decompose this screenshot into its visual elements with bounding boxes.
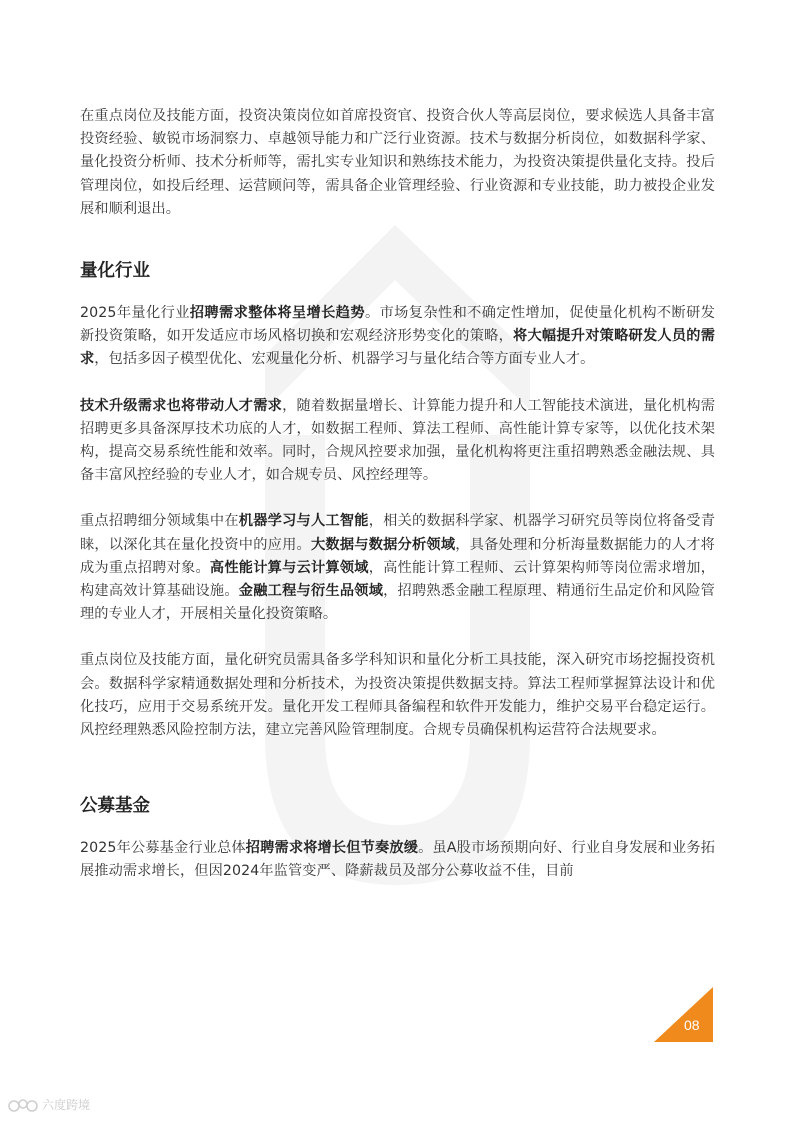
- paragraph-quant-demand: 2025年量化行业招聘需求整体将呈增长趋势。市场复杂性和不确定性增加，促使量化机构不断研发新投资策略，如开发适应市场风格切换和宏观经济形势变化的策略，将大幅提升对策略研发人员的需求，包括多因子模型优化、宏观量化分析、机器学习与量化结合等方面专业人才。: [80, 305, 716, 368]
- paragraph-investment-roles: 在重点岗位及技能方面，投资决策岗位如首席投资官、投资合伙人等高层岗位，要求候选人具备丰富投资经验、敏锐市场洞察力、卓越领导能力和广泛行业资源。技术与数据分析岗位，如数据科学家、量化投资分析师、技术分析师等，需扎实专业知识和熟练技术能力，为投资决策提供量化支持。投后管理岗位，如投后经理、运营顾问等，需具备企业管理经验、行业资源和专业技能，助力被投企业发展和顺利退出。: [80, 108, 715, 217]
- section-heading-quant: 量化行业: [80, 261, 150, 282]
- section-heading-mutual-fund: 公募基金: [80, 796, 150, 817]
- paragraph-key-fields: 重点招聘细分领域集中在机器学习与人工智能，相关的数据科学家、机器学习研究员等岗位将备受青睐，以深化其在量化投资中的应用。大数据与数据分析领域，具备处理和分析海量数据能力的人才将成为重点招聘对象。高性能计算与云计算领域，高性能计算工程师、云计算架构师等岗位需求增加，构建高效计算基础设施。金融工程与衍生品领域，招聘熟悉金融工程原理、精通衍生品定价和风险管理的专业人才，开展相关量化投资策略。: [80, 513, 716, 623]
- paragraph-mutual-fund-demand: 2025年公募基金行业总体招聘需求将增长但节奏放缓。虽A股市场预期向好、行业自身发展和业务拓展推动需求增长，但因2024年监管变严、降薪裁员及部分公募收益不佳，目前: [80, 840, 715, 880]
- page-number: 08: [684, 1017, 700, 1033]
- brand-logo-text: 六度跨境: [42, 1098, 91, 1112]
- paragraph-tech-upgrade: 技术升级需求也将带动人才需求，随着数据量增长、计算能力提升和人工智能技术演进，量化机构需招聘更多具备深厚技术功底的人才，如数据工程师、算法工程师、高性能计算专家等，以优化技术架构，提高交易系统性能和效率。同时，合规风控要求加强，量化机构将更注重招聘熟悉金融法规、具备丰富风控经验的专业人才，如合规专员、风控经理等。: [80, 397, 715, 484]
- document-body: [80, 105, 715, 884]
- page-corner-triangle: [654, 987, 713, 1042]
- paragraph-quant-roles: 重点岗位及技能方面，量化研究员需具备多学科知识和量化分析工具技能，深入研究市场挖掘投资机会。数据科学家精通数据处理和分析技术，为投资决策提供数据支持。算法工程师掌握算法设计和优化技巧，应用于交易系统开发。量化开发工程师具备编程和软件开发能力，维护交易平台稳定运行。风控经理熟悉风险控制方法，建立完善风险管理制度。合规专员确保机构运营符合法规要求。: [80, 652, 715, 739]
- brand-logo-icon: [8, 1097, 38, 1113]
- footer-logo: [8, 1096, 90, 1113]
